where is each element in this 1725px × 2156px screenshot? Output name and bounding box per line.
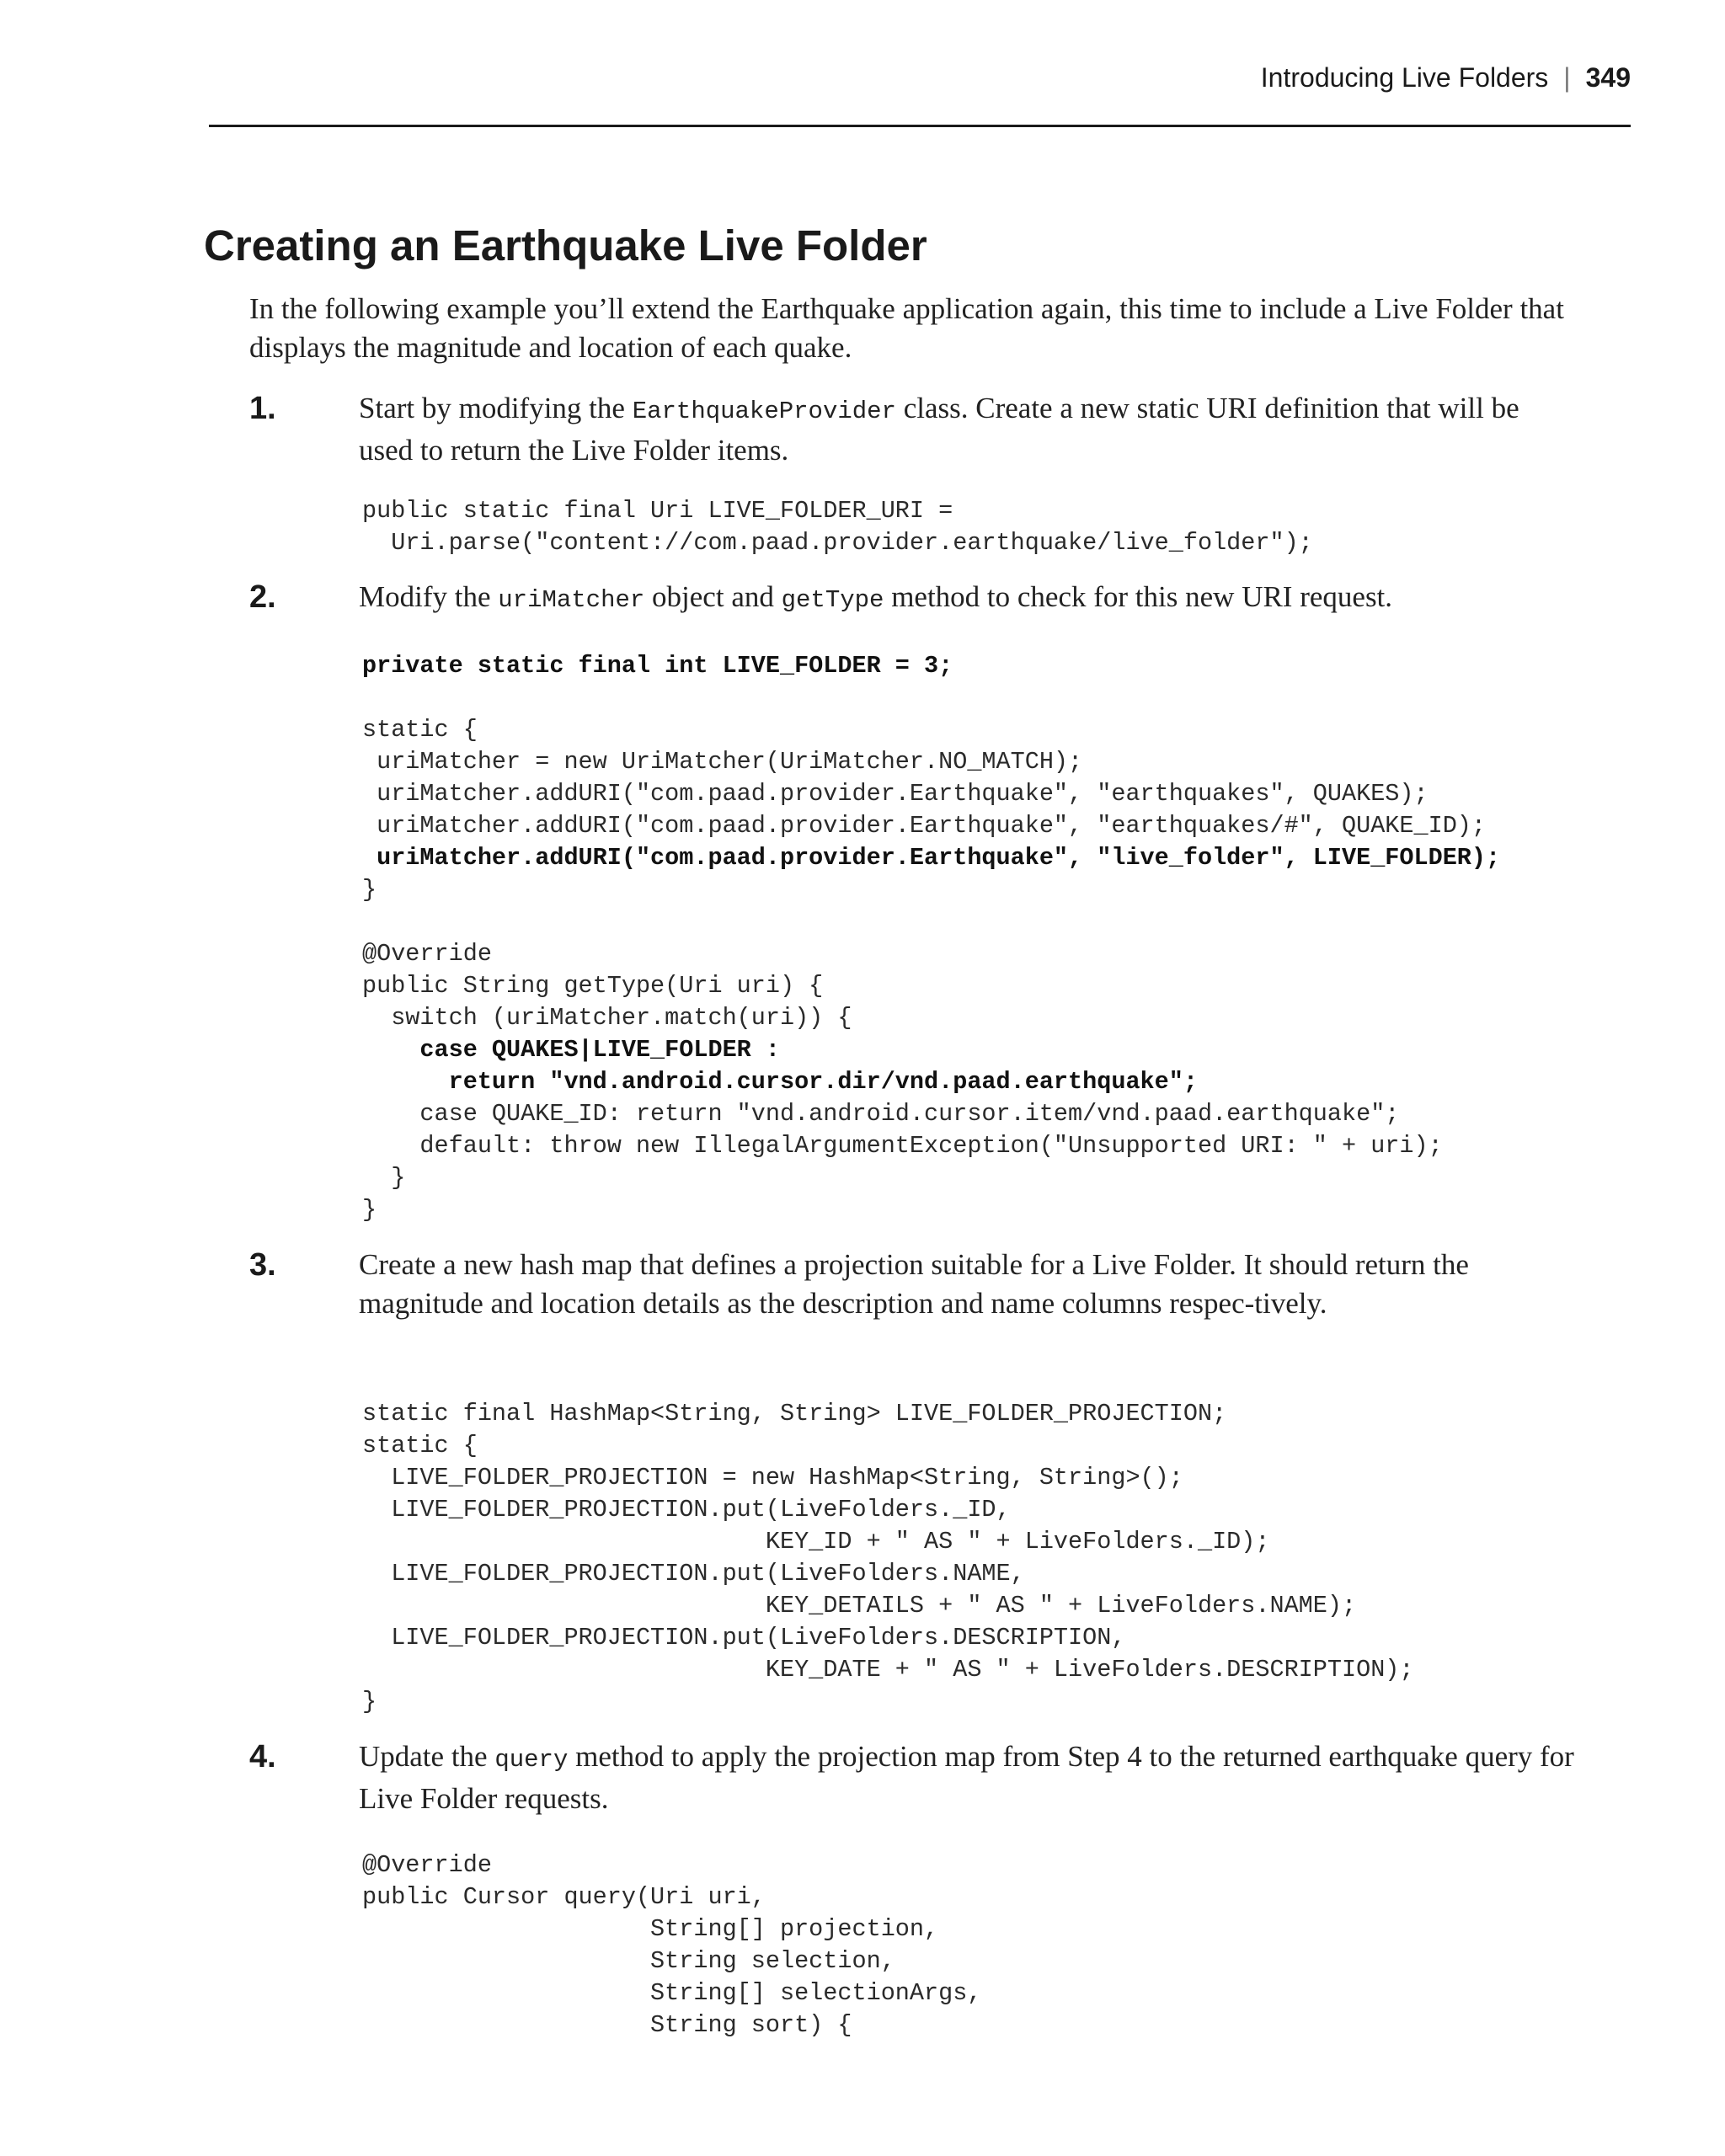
step-1-number: 1. — [249, 391, 276, 426]
code-line: static final HashMap<String, String> LIVE_FOLDER_PROJECTION; — [362, 1400, 1227, 1428]
header-section-title: Introducing Live Folders — [1260, 62, 1549, 93]
header-separator: | — [1563, 62, 1571, 93]
running-header — [209, 62, 1631, 93]
step-2-text-a: Modify the — [359, 580, 499, 613]
step-4-text — [359, 1737, 1580, 1818]
step-1-text — [359, 389, 1580, 470]
code-line: } — [362, 1196, 377, 1224]
code-line: private static final int LIVE_FOLDER = 3; — [362, 652, 953, 680]
step-2-code-term: uriMatcher — [498, 586, 645, 614]
code-block-4 — [362, 1849, 981, 2041]
code-line: public Cursor query(Uri uri, — [362, 1883, 766, 1911]
code-line: String[] selectionArgs, — [362, 1979, 982, 2007]
step-4-code-term: query — [494, 1746, 569, 1774]
step-4-text-a: Update the — [359, 1740, 495, 1773]
code-block-3 — [362, 1398, 1414, 1718]
code-line: static { — [362, 716, 478, 744]
section-heading: Creating an Earthquake Live Folder — [204, 221, 927, 270]
code-line: KEY_ID + " AS " + LiveFolders._ID); — [362, 1528, 1270, 1556]
code-line: } — [362, 1688, 377, 1716]
code-line: LIVE_FOLDER_PROJECTION.put(LiveFolders.NAME, — [362, 1560, 1025, 1588]
intro-paragraph: In the following example you’ll extend the Earthquake application again, this time to include a Live Folder that displays the magnitude and location of each quake. — [249, 292, 1564, 364]
code-line: String sort) { — [362, 2011, 852, 2039]
code-block-2 — [362, 650, 1500, 1226]
step-2-text — [359, 578, 1580, 620]
step-2-number: 2. — [249, 579, 276, 615]
code-line: uriMatcher.addURI("com.paad.provider.Earthquake", "earthquakes/#", QUAKE_ID); — [362, 812, 1487, 840]
step-2-text-c: method to check for this new URI request. — [884, 580, 1393, 613]
step-2-code-term-2: getType — [781, 586, 884, 614]
code-line: default: throw new IllegalArgumentException("Unsupported URI: " + uri); — [362, 1132, 1443, 1160]
code-line: public static final Uri LIVE_FOLDER_URI = — [362, 497, 953, 525]
page-number: 349 — [1585, 62, 1631, 93]
step-4-number: 4. — [249, 1739, 276, 1774]
code-line: static { — [362, 1432, 478, 1460]
code-line: switch (uriMatcher.match(uri)) { — [362, 1004, 852, 1032]
code-line: case QUAKE_ID: return "vnd.android.cursor.item/vnd.paad.earthquake"; — [362, 1100, 1400, 1128]
code-line: uriMatcher.addURI("com.paad.provider.Earthquake", "live_folder", LIVE_FOLDER); — [362, 844, 1501, 872]
step-1-code-term: EarthquakeProvider — [632, 398, 896, 425]
code-line: LIVE_FOLDER_PROJECTION.put(LiveFolders._ID, — [362, 1496, 1011, 1524]
code-line: KEY_DETAILS + " AS " + LiveFolders.NAME); — [362, 1592, 1357, 1620]
step-1-text-b: class. Create a new static URI definition that will be used to return the Live Folder items. — [359, 392, 1519, 467]
code-line: uriMatcher = new UriMatcher(UriMatcher.NO_MATCH); — [362, 748, 1083, 776]
code-line: LIVE_FOLDER_PROJECTION = new HashMap<String, String>(); — [362, 1464, 1183, 1492]
step-3-text: Create a new hash map that defines a projection suitable for a Live Folder. It should return the magnitude and location details as the description and name columns respec-tively. — [359, 1248, 1469, 1320]
code-line: return "vnd.android.cursor.dir/vnd.paad.earthquake"; — [362, 1068, 1198, 1096]
code-line: public String getType(Uri uri) { — [362, 972, 824, 1000]
step-4-text-b: method to apply the projection map from Step 4 to the returned earthquake query for Live Folder requests. — [359, 1740, 1574, 1815]
code-block-1 — [362, 495, 1313, 559]
code-line: uriMatcher.addURI("com.paad.provider.Earthquake", "earthquakes", QUAKES); — [362, 780, 1429, 808]
header-rule — [209, 125, 1631, 127]
code-line: String[] projection, — [362, 1915, 939, 1943]
step-3-number: 3. — [249, 1247, 276, 1283]
code-line: case QUAKES|LIVE_FOLDER : — [362, 1036, 780, 1064]
code-line: } — [362, 1164, 406, 1192]
code-line: } — [362, 876, 377, 904]
code-line: String selection, — [362, 1947, 895, 1975]
code-line: Uri.parse("content://com.paad.provider.earthquake/live_folder"); — [362, 529, 1313, 557]
code-line: KEY_DATE + " AS " + LiveFolders.DESCRIPTION); — [362, 1656, 1414, 1684]
code-line: LIVE_FOLDER_PROJECTION.put(LiveFolders.DESCRIPTION, — [362, 1624, 1126, 1652]
code-line: @Override — [362, 940, 492, 968]
step-1-text-a: Start by modifying the — [359, 392, 633, 424]
step-2-text-b: object and — [644, 580, 782, 613]
code-line: @Override — [362, 1851, 492, 1879]
